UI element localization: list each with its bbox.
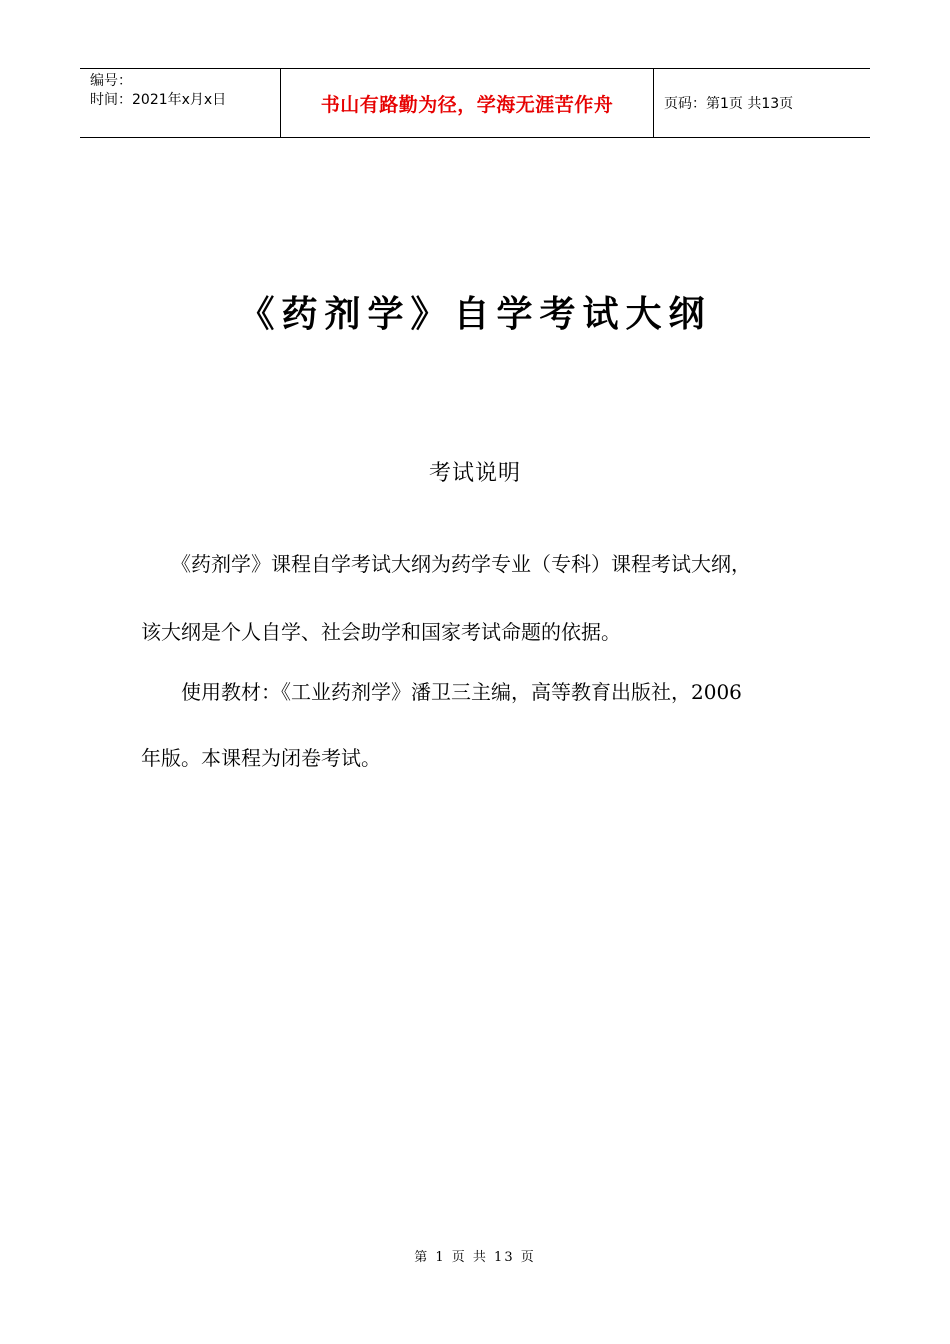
- document-title: 《药剂学》自学考试大纲: [238, 294, 712, 335]
- section-title: 考试说明: [428, 461, 521, 486]
- paragraph-line: 该大纲是个人自学、社会助学和国家考试命题的依据。: [141, 620, 621, 644]
- header-page-info: 页码：第1页 共13页: [664, 96, 794, 112]
- document-number-label: 编号：: [90, 73, 132, 89]
- header-meta: [80, 69, 281, 137]
- paragraph-line: 《药剂学》课程自学考试大纲为药学专业（专科）课程考试大纲，: [141, 552, 751, 576]
- paragraph-line: 使用教材：《工业药剂学》潘卫三主编，高等教育出版社，2006: [141, 680, 742, 704]
- page-footer: 第 1 页 共 13 页: [414, 1250, 536, 1265]
- paragraph-line: 年版。本课程为闭卷考试。: [141, 746, 381, 770]
- page-header: [80, 68, 870, 138]
- header-motto: 书山有路勤为径，学海无涯苦作舟: [281, 69, 654, 137]
- document-date: 时间：2021年x月x日: [90, 92, 227, 108]
